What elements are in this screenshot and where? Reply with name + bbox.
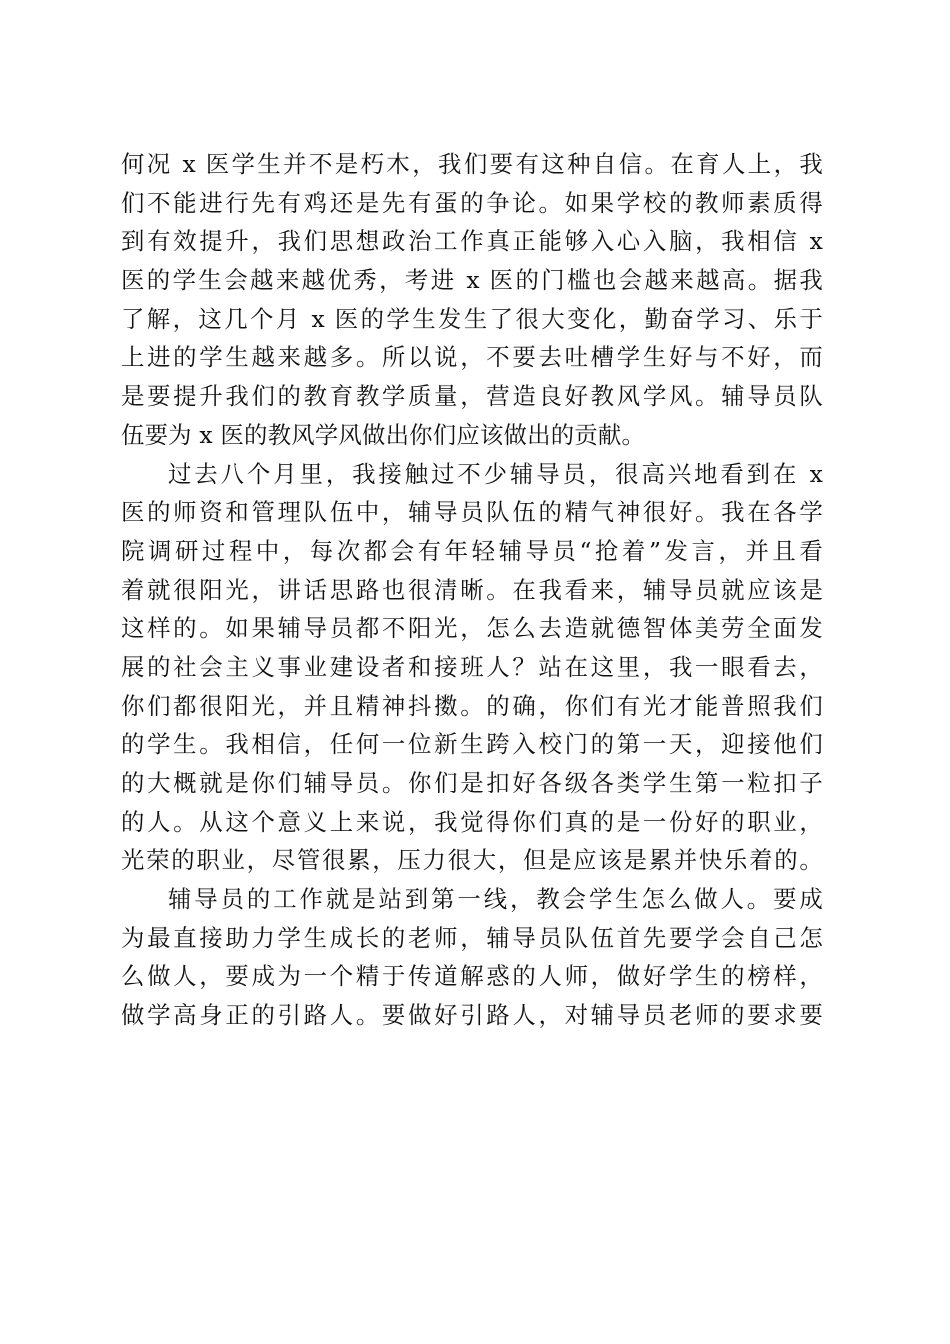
text-line: 的人。从这个意义上来说，我觉得你们真的是一份好的职业， xyxy=(121,807,823,836)
text-line: 你们都很阳光，并且精神抖擞。的确，你们有光才能普照我们 xyxy=(121,691,823,720)
text-line: 院调研过程中，每次都会有年轻辅导员“抢着”发言，并且看 xyxy=(121,536,823,565)
text-line: 是要提升我们的教育教学质量，营造良好教风学风。辅导员队 xyxy=(121,382,823,411)
paragraph-2 xyxy=(121,455,823,881)
text-line: 做学高身正的引路人。要做好引路人，对辅导员老师的要求要 xyxy=(121,1001,823,1030)
text-line: 医的学生会越来越优秀，考进 x 医的门槛也会越来越高。据我 xyxy=(121,266,824,295)
text-line: 这样的。如果辅导员都不阳光，怎么去造就德智体美劳全面发 xyxy=(121,614,823,643)
text-line: 的大概就是你们辅导员。你们是扣好各级各类学生第一粒扣子 xyxy=(121,769,823,797)
text-line: 展的社会主义事业建设者和接班人？站在这里，我一眼看去， xyxy=(121,652,823,681)
text-line: 医的师资和管理队伍中，辅导员队伍的精气神很好。我在各学 xyxy=(121,498,823,527)
text-line: 何况 x 医学生并不是朽木，我们要有这种自信。在育人上，我 xyxy=(121,150,823,178)
text-line: 光荣的职业，尽管很累，压力很大，但是应该是累并快乐着的。 xyxy=(121,846,823,875)
text-line: 着就很阳光，讲话思路也很清晰。在我看来，辅导员就应该是 xyxy=(121,575,823,604)
text-line: 为最直接助力学生成长的老师，辅导员队伍首先要学会自己怎 xyxy=(121,923,823,952)
text-line: 辅导员的工作就是站到第一线，教会学生怎么做人。要成 xyxy=(168,885,823,914)
text-line: 么做人，要成为一个精于传道解惑的人师，做好学生的榜样， xyxy=(121,962,823,991)
text-line: 们不能进行先有鸡还是先有蛋的争论。如果学校的教师素质得 xyxy=(121,188,823,217)
text-line: 的学生。我相信，任何一位新生跨入校门的第一天，迎接他们 xyxy=(121,730,823,759)
document-page xyxy=(121,145,823,1035)
text-line: 过去八个月里，我接触过不少辅导员，很高兴地看到在 x xyxy=(168,459,823,488)
text-line: 了解，这几个月 x 医的学生发生了很大变化，勤奋学习、乐于 xyxy=(121,304,823,333)
text-line: 到有效提升，我们思想政治工作真正能够入心入脑，我相信 x xyxy=(121,227,823,256)
text-line: 上进的学生越来越多。所以说，不要去吐槽学生好与不好，而 xyxy=(121,343,823,372)
paragraph-1 xyxy=(121,145,823,455)
paragraph-3 xyxy=(121,880,823,1035)
text-line: 伍要为 x 医的教风学风做出你们应该做出的贡献。 xyxy=(121,420,646,449)
